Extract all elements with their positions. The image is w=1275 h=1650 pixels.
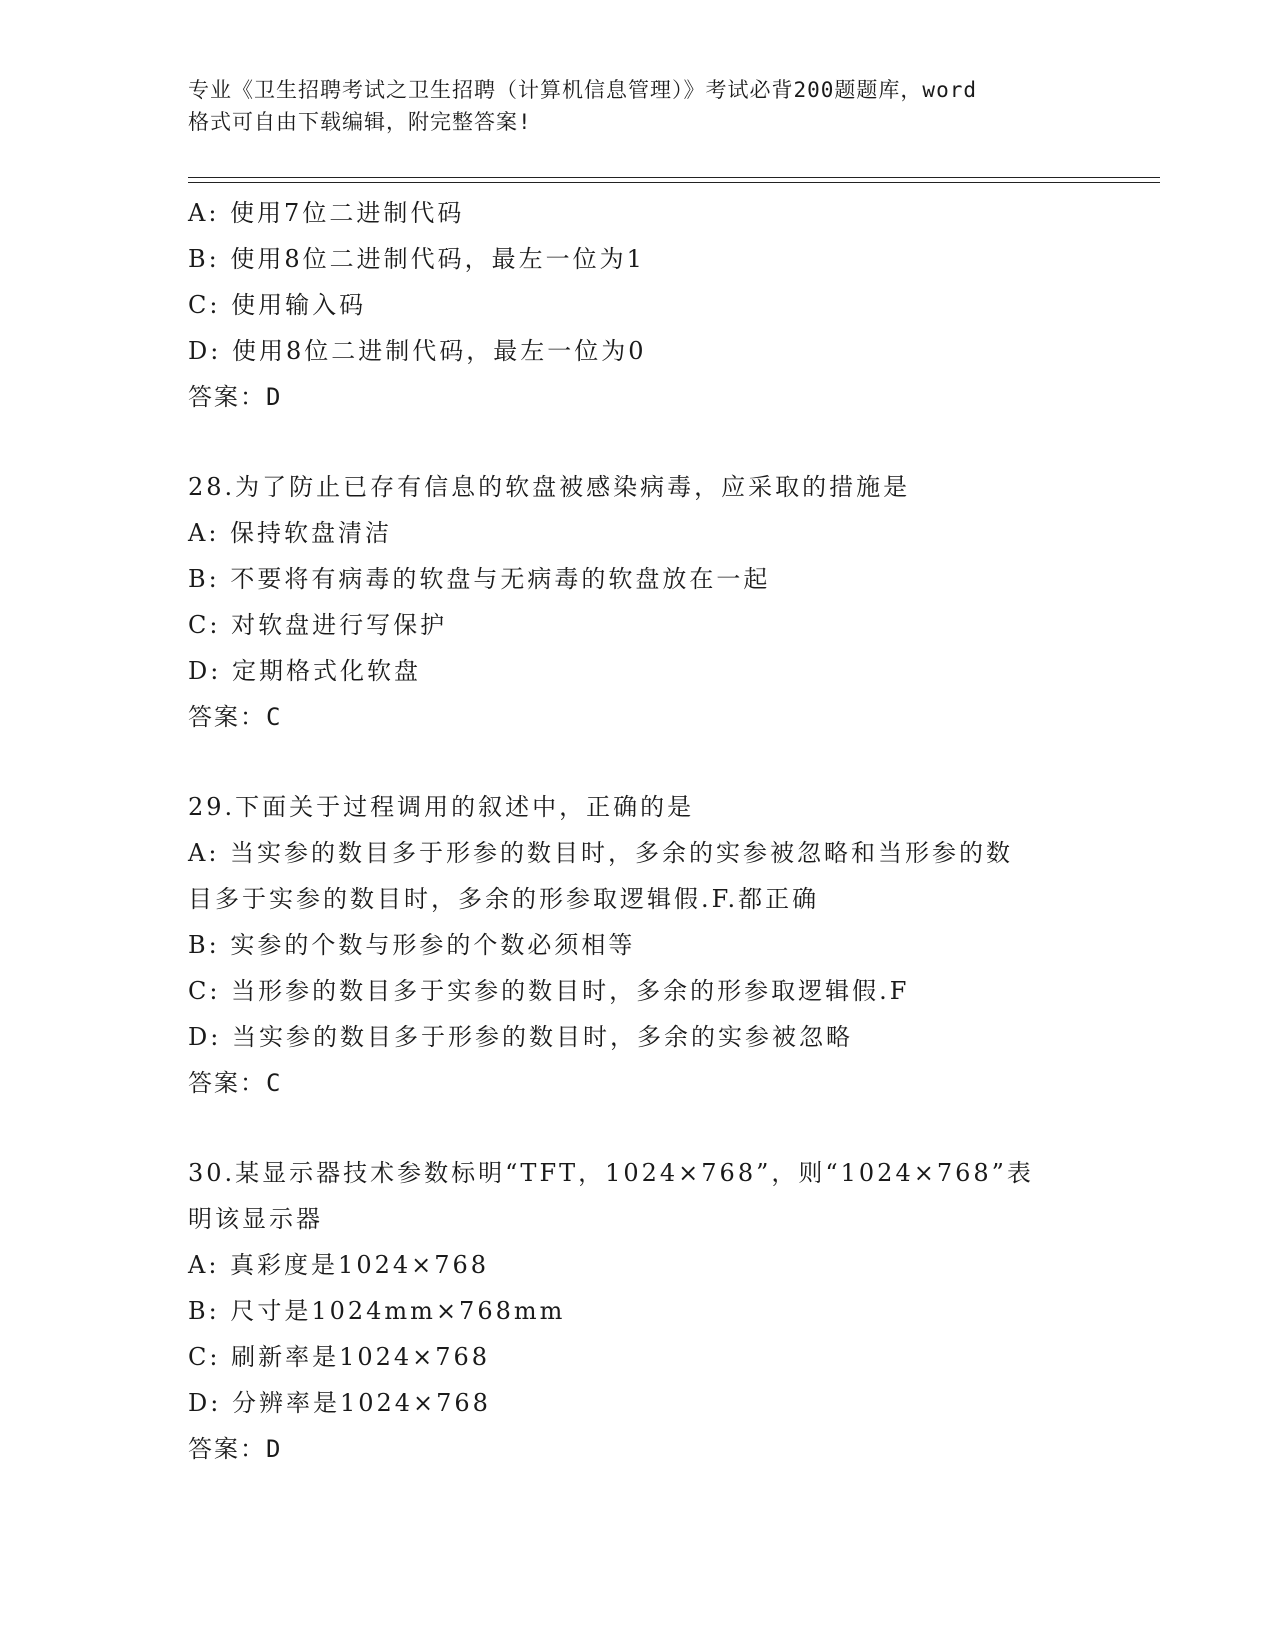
option-c: C: 当形参的数目多于实参的数目时，多余的形参取逻辑假.F (188, 977, 910, 1005)
answer-line: 答案：C (188, 703, 283, 731)
question-block-27 (188, 190, 1088, 420)
question-block-29 (188, 784, 1088, 1106)
document-header (188, 74, 1088, 138)
option-a: A: 使用7位二进制代码 (188, 199, 465, 227)
option-a: A: 真彩度是1024×768 (188, 1251, 490, 1279)
option-b: B: 尺寸是1024mm×768mm (188, 1297, 566, 1325)
option-a-continued: 目多于实参的数目时，多余的形参取逻辑假.F.都正确 (188, 885, 820, 913)
option-d: D: 使用8位二进制代码，最左一位为0 (188, 337, 647, 365)
answer-line: 答案：D (188, 1435, 283, 1463)
option-a: A: 当实参的数目多于形参的数目时，多余的实参被忽略和当形参的数 (188, 839, 1014, 867)
option-b: B: 实参的个数与形参的个数必须相等 (188, 931, 636, 959)
option-b: B: 不要将有病毒的软盘与无病毒的软盘放在一起 (188, 565, 771, 593)
header-line-1: 专业《卫生招聘考试之卫生招聘（计算机信息管理）》考试必背200题题库，word (188, 78, 977, 102)
header-line-2: 格式可自由下载编辑，附完整答案! (188, 110, 532, 134)
question-block-28 (188, 464, 1088, 740)
answer-line: 答案：D (188, 383, 283, 411)
option-a: A: 保持软盘清洁 (188, 519, 393, 547)
answer-line: 答案：C (188, 1069, 283, 1097)
question-list (188, 190, 1088, 1472)
header-divider-top (188, 177, 1160, 178)
option-b: B: 使用8位二进制代码，最左一位为1 (188, 245, 645, 273)
option-d: D: 分辨率是1024×768 (188, 1389, 491, 1417)
question-text: 29.下面关于过程调用的叙述中，正确的是 (188, 793, 695, 821)
spacer (188, 420, 1088, 464)
header-divider-bottom (188, 182, 1160, 183)
option-c: C: 使用输入码 (188, 291, 367, 319)
option-d: D: 定期格式化软盘 (188, 657, 421, 685)
option-c: C: 对软盘进行写保护 (188, 611, 448, 639)
question-text: 28.为了防止已存有信息的软盘被感染病毒，应采取的措施是 (188, 473, 911, 501)
option-d: D: 当实参的数目多于形参的数目时，多余的实参被忽略 (188, 1023, 853, 1051)
question-text-continued: 明该显示器 (188, 1205, 323, 1233)
option-c: C: 刷新率是1024×768 (188, 1343, 491, 1371)
spacer (188, 740, 1088, 784)
question-block-30 (188, 1150, 1088, 1472)
question-text: 30.某显示器技术参数标明“TFT，1024×768”，则“1024×768”表 (188, 1159, 1034, 1187)
spacer (188, 1106, 1088, 1150)
